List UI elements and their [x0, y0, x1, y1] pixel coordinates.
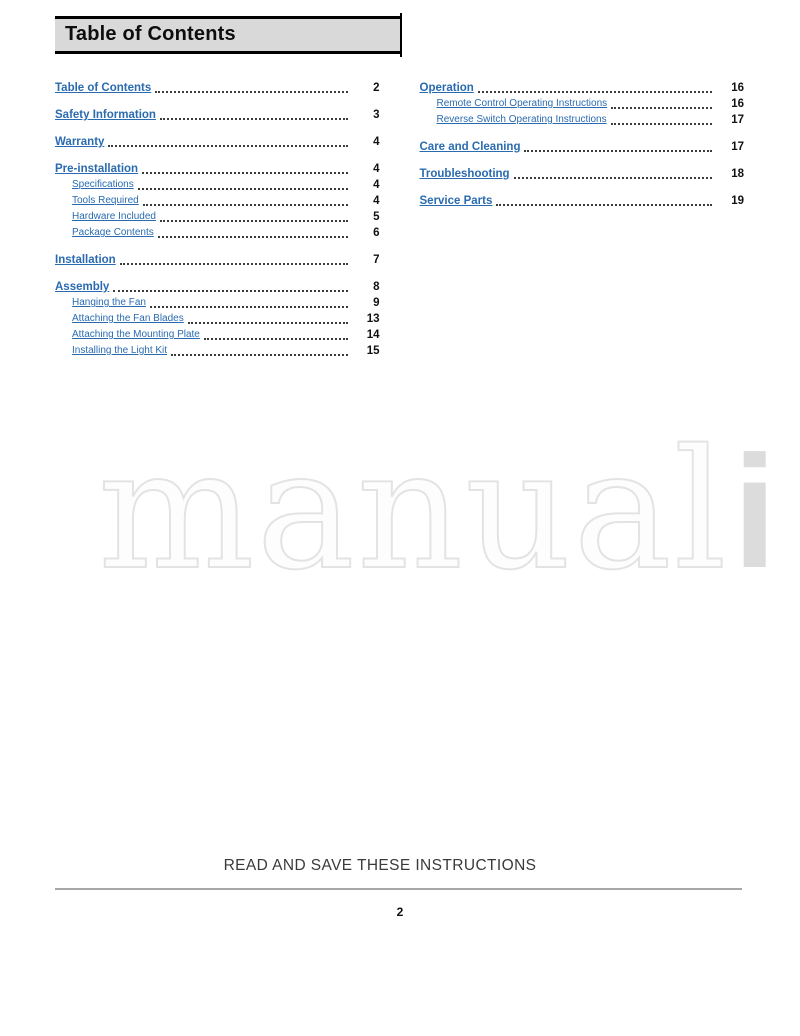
toc-entry-link[interactable]: Safety Information: [55, 109, 156, 121]
dot-leader: [496, 204, 712, 206]
toc-entry-link[interactable]: Assembly: [55, 281, 110, 293]
toc-page-number: 4: [373, 136, 380, 148]
toc-entry: [55, 252, 380, 268]
toc-entry: [55, 279, 380, 295]
save-instructions-notice: READ AND SAVE THESE INSTRUCTIONS: [223, 857, 537, 874]
toc-page-number: 17: [731, 114, 744, 126]
dot-leader: [113, 290, 347, 292]
toc-entry: [55, 295, 380, 311]
toc-entry: [420, 80, 745, 96]
dot-leader: [171, 354, 347, 356]
footer-page-number: 2: [396, 905, 404, 919]
toc-entry: [55, 107, 380, 123]
watermark-outline-text: manual: [98, 414, 729, 606]
toc-entry-link[interactable]: Specifications: [72, 179, 134, 190]
toc-page-number: 16: [731, 98, 744, 110]
toc-entry-link[interactable]: Table of Contents: [55, 82, 152, 94]
toc-entry-link[interactable]: Hanging the Fan: [72, 297, 146, 308]
toc-entry: [420, 112, 745, 128]
toc-entry-link[interactable]: Hardware Included: [72, 211, 156, 222]
toc-page-number: 6: [373, 227, 380, 239]
dot-leader: [204, 338, 348, 340]
dot-leader: [478, 91, 712, 93]
toc-entry: [55, 80, 380, 96]
dot-leader: [611, 107, 712, 109]
header-vertical-rule: [400, 13, 402, 57]
dot-leader: [158, 236, 348, 238]
toc-page-number: 4: [373, 195, 380, 207]
toc-page-number: 16: [731, 82, 744, 94]
dot-leader: [143, 204, 348, 206]
dot-leader: [160, 118, 348, 120]
toc-entry: [55, 193, 380, 209]
toc-entry-link[interactable]: Warranty: [55, 136, 105, 148]
toc-page-number: 4: [373, 163, 380, 175]
toc-entry-link[interactable]: Pre-installation: [55, 163, 139, 175]
toc: [55, 80, 744, 359]
toc-entry: [55, 209, 380, 225]
toc-entry-link[interactable]: Service Parts: [419, 195, 493, 207]
toc-page-number: 18: [731, 168, 744, 180]
toc-entry: [420, 193, 745, 209]
toc-page-number: 15: [366, 345, 380, 357]
toc-entry: [55, 161, 380, 177]
page-header: [55, 16, 400, 54]
dot-leader: [138, 188, 348, 190]
toc-page-number: 7: [373, 254, 380, 266]
dot-leader: [108, 145, 347, 147]
toc-entry-link[interactable]: Remote Control Operating Instructions: [436, 98, 608, 109]
toc-entry: [55, 225, 380, 241]
toc-right-column: [420, 80, 745, 359]
toc-page-number: 14: [366, 329, 380, 341]
toc-page-number: 17: [731, 141, 744, 153]
toc-left-column: [55, 80, 380, 359]
toc-page-number: 4: [373, 179, 380, 191]
dot-leader: [142, 172, 347, 174]
dot-leader: [524, 150, 712, 152]
toc-entry-link[interactable]: Attaching the Mounting Plate: [72, 329, 200, 340]
dot-leader: [150, 306, 348, 308]
dot-leader: [514, 177, 712, 179]
toc-page-number: 9: [373, 297, 380, 309]
dot-leader: [120, 263, 348, 265]
toc-entry-link[interactable]: Troubleshooting: [419, 168, 510, 180]
page-title: Table of Contents: [65, 23, 236, 45]
watermark-solid-text: i: [732, 422, 777, 601]
header-box: [55, 16, 400, 54]
watermark: [98, 414, 777, 606]
toc-entry-link[interactable]: Installing the Light Kit: [72, 345, 168, 356]
toc-entry-link[interactable]: Care and Cleaning: [419, 141, 521, 153]
dot-leader: [611, 123, 712, 125]
toc-page-number: 5: [373, 211, 380, 223]
dot-leader: [160, 220, 348, 222]
toc-entry-link[interactable]: Tools Required: [72, 195, 139, 206]
toc-entry: [55, 343, 380, 359]
toc-entry-link[interactable]: Operation: [419, 82, 474, 94]
toc-page-number: 2: [373, 82, 380, 94]
toc-entry: [420, 96, 745, 112]
toc-entry: [55, 311, 380, 327]
toc-entry-link[interactable]: Attaching the Fan Blades: [72, 313, 184, 324]
toc-entry: [55, 177, 380, 193]
toc-entry: [420, 166, 745, 182]
dot-leader: [155, 91, 347, 93]
footer-divider: [55, 888, 742, 890]
toc-page-number: 13: [366, 313, 380, 325]
toc-entry: [55, 134, 380, 150]
toc-page-number: 19: [731, 195, 744, 207]
toc-entry-link[interactable]: Reverse Switch Operating Instructions: [436, 114, 607, 125]
toc-entry: [420, 139, 745, 155]
toc-entry-link[interactable]: Package Contents: [72, 227, 154, 238]
dot-leader: [188, 322, 348, 324]
toc-entry-link[interactable]: Installation: [55, 254, 116, 266]
toc-entry: [55, 327, 380, 343]
toc-page-number: 8: [373, 281, 380, 293]
toc-page-number: 3: [373, 109, 380, 121]
